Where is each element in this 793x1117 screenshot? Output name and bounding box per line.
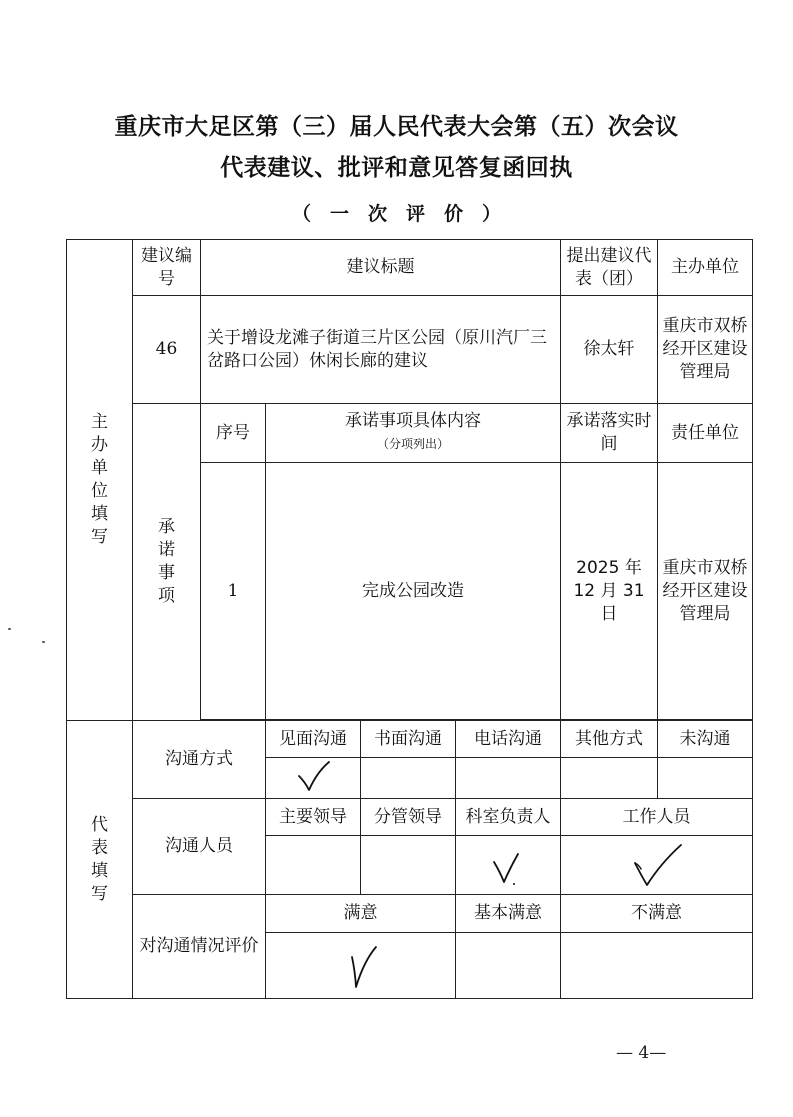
personnel-check-staff[interactable] — [561, 836, 753, 895]
personnel-check-section-head[interactable] — [456, 836, 561, 895]
commitment-deadline: 2025 年12 月 31日 — [561, 463, 658, 720]
method-option-face: 见面沟通 — [266, 721, 361, 758]
header-commitment-deadline: 承诺落实时间 — [561, 404, 658, 463]
evaluation-check-satisfied[interactable] — [266, 933, 456, 999]
header-commitment-content — [266, 404, 561, 463]
host-section-label — [67, 240, 133, 721]
header-host-unit: 主办单位 — [658, 240, 753, 296]
personnel-option-staff: 工作人员 — [561, 799, 753, 836]
checkmark-icon — [488, 842, 528, 888]
method-check-none[interactable] — [658, 758, 753, 799]
personnel-label: 沟通人员 — [133, 799, 266, 895]
commitment-content: 完成公园改造 — [266, 463, 561, 720]
rep-section-label — [67, 721, 133, 999]
evaluation-check-basically-satisfied[interactable] — [456, 933, 561, 999]
commitment-side-label-text: 承 诺 事 项 — [158, 517, 175, 606]
method-option-phone: 电话沟通 — [456, 721, 561, 758]
scan-speck — [8, 628, 11, 630]
evaluation-option-basically-satisfied: 基本满意 — [456, 895, 561, 933]
commitment-section-label — [133, 404, 201, 721]
method-option-other: 其他方式 — [561, 721, 658, 758]
method-check-face[interactable] — [266, 758, 361, 799]
header-commitment-responsible: 责任单位 — [658, 404, 753, 463]
personnel-option-main-leader: 主要领导 — [266, 799, 361, 836]
document-title-line2: 代表建议、批评和意见答复函回执 — [220, 154, 573, 181]
method-check-other[interactable] — [561, 758, 658, 799]
evaluation-label: 对沟通情况评价 — [133, 895, 266, 999]
method-option-none: 未沟通 — [658, 721, 753, 758]
evaluation-check-unsatisfied[interactable] — [561, 933, 753, 999]
suggestion-title: 关于增设龙滩子街道三片区公园（原川汽厂三岔路口公园）休闲长廊的建议 — [201, 296, 561, 404]
method-label: 沟通方式 — [133, 721, 266, 799]
header-commitment-index: 序号 — [201, 404, 266, 463]
scan-speck — [42, 641, 45, 643]
header-suggestion-no: 建议编号 — [133, 240, 201, 296]
evaluation-option-unsatisfied: 不满意 — [561, 895, 753, 933]
suggestion-host-unit: 重庆市双桥经开区建设管理局 — [658, 296, 753, 404]
checkmark-icon — [627, 841, 687, 889]
header-commitment-content-note: （分项列出） — [376, 437, 449, 451]
host-side-label-text: 主 办 单 位 填 写 — [91, 412, 108, 547]
method-check-written[interactable] — [361, 758, 456, 799]
rep-side-label-text: 代 表 填 写 — [91, 814, 108, 904]
page-number: — 4— — [616, 1043, 667, 1063]
header-commitment-content-title: 承诺事项具体内容 — [345, 411, 481, 431]
evaluation-option-satisfied: 满意 — [266, 895, 456, 933]
method-option-written: 书面沟通 — [361, 721, 456, 758]
receipt-form-table — [66, 239, 753, 999]
commitment-index: 1 — [201, 463, 266, 720]
suggestion-representative: 徐太轩 — [561, 296, 658, 404]
suggestion-number: 46 — [133, 296, 201, 404]
header-representative: 提出建议代表（团） — [561, 240, 658, 296]
checkmark-icon — [293, 760, 333, 796]
document-title-line3: （ 一 次 评 价 ） — [291, 203, 501, 225]
header-suggestion-title: 建议标题 — [201, 240, 561, 296]
personnel-option-section-head: 科室负责人 — [456, 799, 561, 836]
checkmark-icon — [336, 941, 386, 991]
personnel-check-deputy-leader[interactable] — [361, 836, 456, 895]
personnel-option-deputy-leader: 分管领导 — [361, 799, 456, 836]
personnel-check-main-leader[interactable] — [266, 836, 361, 895]
method-check-phone[interactable] — [456, 758, 561, 799]
document-title-line1: 重庆市大足区第（三）届人民代表大会第（五）次会议 — [114, 113, 679, 140]
commitment-responsible: 重庆市双桥经开区建设管理局 — [658, 463, 753, 720]
